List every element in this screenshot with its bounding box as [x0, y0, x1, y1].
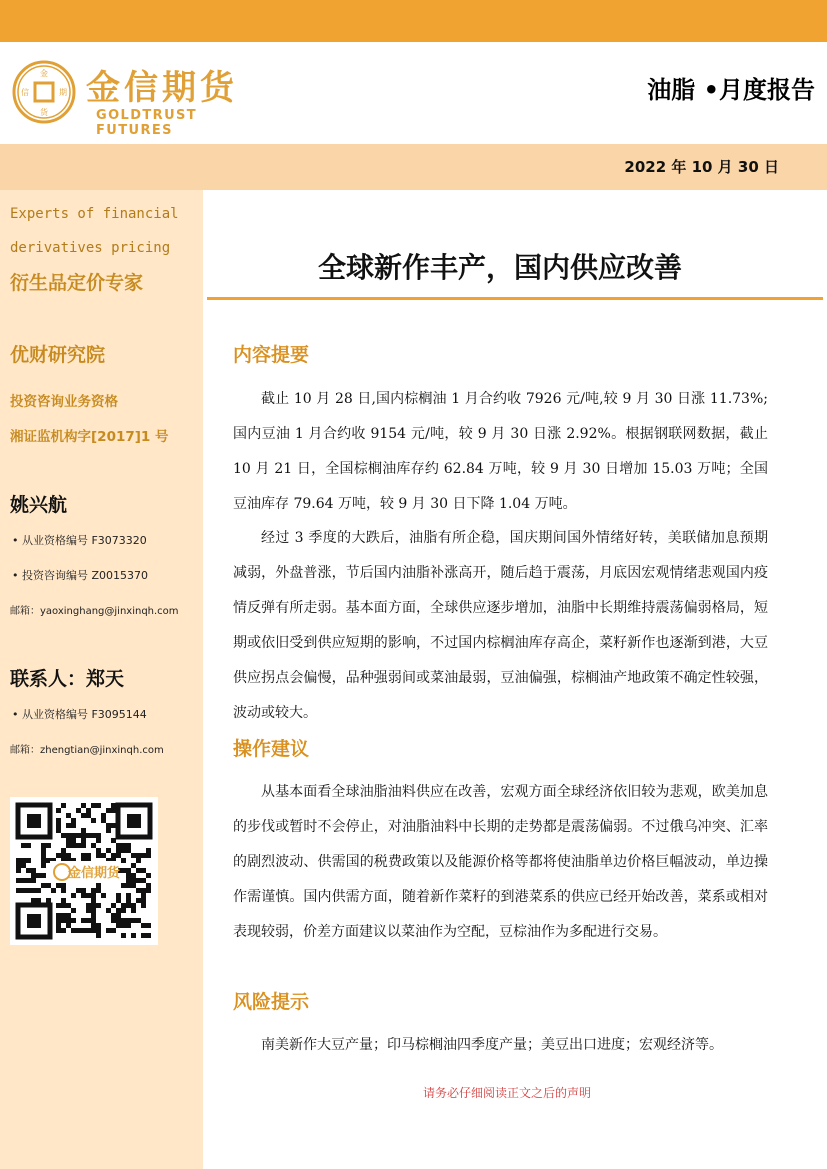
- logo-text-cn: 金信期货: [86, 68, 238, 108]
- logo-text-en: GOLDTRUST FUTURES: [96, 108, 198, 138]
- qr-logo-label: 金信期货: [67, 866, 121, 881]
- contact-email[interactable]: 邮箱：zhengtian@jinxinqh.com: [10, 745, 164, 756]
- summary-paragraph-2: 经过 3 季度的大跌后，油脂有所企稳，国庆期间国外情绪好转，美联储加息预期减弱，外盘普涨，节后国内油脂补涨高开，随后趋于震荡，月底因宏观情绪悲观国内疫情反弹有所走弱。基本面方面，全球供应逐步增加，油脂中长期维持震荡偏弱格局，短期或依旧受到供应短期的影响，不过国内棕榈油库存高企，菜籽新作也逐渐到港，大豆供应拐点会偏慢，品种强弱间或菜油最弱，豆油偏强，棕榈油产地政策不确定性较强，波动或较大。: [233, 530, 768, 721]
- top-accent-bar: [0, 0, 827, 42]
- advice-paragraph: 从基本面看全球油脂油料供应在改善，宏观方面全球经济依旧较为悲观，欧美加息的步伐或暂时不会停止，对油脂油料中长期的走势都是震荡偏弱。不过俄乌冲突、汇率的剧烈波动、供需国的税费政策以及能源价格等都将使油脂单边价格巨幅波动，单边操作需谨慎。国内供需方面，随着新作菜籽的到港菜系的供应已经开始改善，菜系或相对表现较弱，价差方面建议以菜油作为空配，豆棕油作为多配进行交易。: [233, 784, 768, 940]
- coin-logo-icon: [12, 60, 76, 124]
- sidebar: [0, 190, 203, 1169]
- qr-code-icon: [10, 797, 158, 945]
- contact-license: • 从业资格编号 F3095144: [12, 708, 147, 721]
- analyst-name: 姚兴航: [10, 494, 68, 516]
- analyst-license: • 从业资格编号 F3073320: [12, 534, 147, 547]
- risk-paragraph: 南美新作大豆产量；印马棕榈油四季度产量；美豆出口进度；宏观经济等。: [261, 1037, 723, 1053]
- report-title: 全球新作丰产，国内供应改善: [317, 251, 682, 284]
- svg-text:期: 期: [59, 88, 67, 97]
- svg-text:货: 货: [40, 108, 48, 117]
- summary-heading: 内容提要: [233, 344, 310, 366]
- date-bar: [0, 144, 827, 190]
- company-logo: [12, 58, 272, 138]
- sidebar-en-line1: Experts of financial: [10, 206, 179, 222]
- sidebar-institute: 优财研究院: [10, 344, 106, 366]
- analyst-email[interactable]: 邮箱：yaoxinghang@jinxinqh.com: [10, 606, 179, 617]
- advice-heading: 操作建议: [233, 738, 310, 760]
- contact-name: 联系人：郑天: [10, 668, 125, 690]
- report-type: 油脂 •月度报告: [647, 76, 815, 104]
- sidebar-qualification-line1: 投资咨询业务资格: [10, 394, 118, 410]
- qr-code[interactable]: [10, 797, 158, 945]
- disclaimer-note: 请务必仔细阅读正文之后的声明: [422, 1086, 591, 1100]
- summary-paragraph-1: 截止 10 月 28 日,国内棕榈油 1 月合约收 7926 元/吨,较 9 月 30 日涨 11.73%;国内豆油 1 月合约收 9154 元/吨，较 9 月 30 日涨 2.92%。根据钢联网数据，截止 10 月 21 日，全国棕榈油库存约 62.84 万吨，较 9 月 30 日增加 15.03 万吨；全国豆油库存 79.64 万吨，较 9 月 30 日下降 1.04 万吨。: [233, 391, 768, 512]
- svg-text:金: 金: [40, 69, 48, 78]
- sidebar-en-line2: derivatives pricing: [10, 240, 171, 256]
- risk-heading: 风险提示: [233, 991, 310, 1013]
- title-divider: [207, 297, 823, 300]
- report-date: 2022 年 10 月 30 日: [624, 158, 779, 176]
- analyst-consult-id: • 投资咨询编号 Z0015370: [12, 569, 149, 582]
- sidebar-slogan: 衍生品定价专家: [10, 272, 144, 294]
- svg-text:信: 信: [21, 88, 29, 97]
- sidebar-qualification-line2: 湘证监机构字[2017]1 号: [10, 429, 169, 445]
